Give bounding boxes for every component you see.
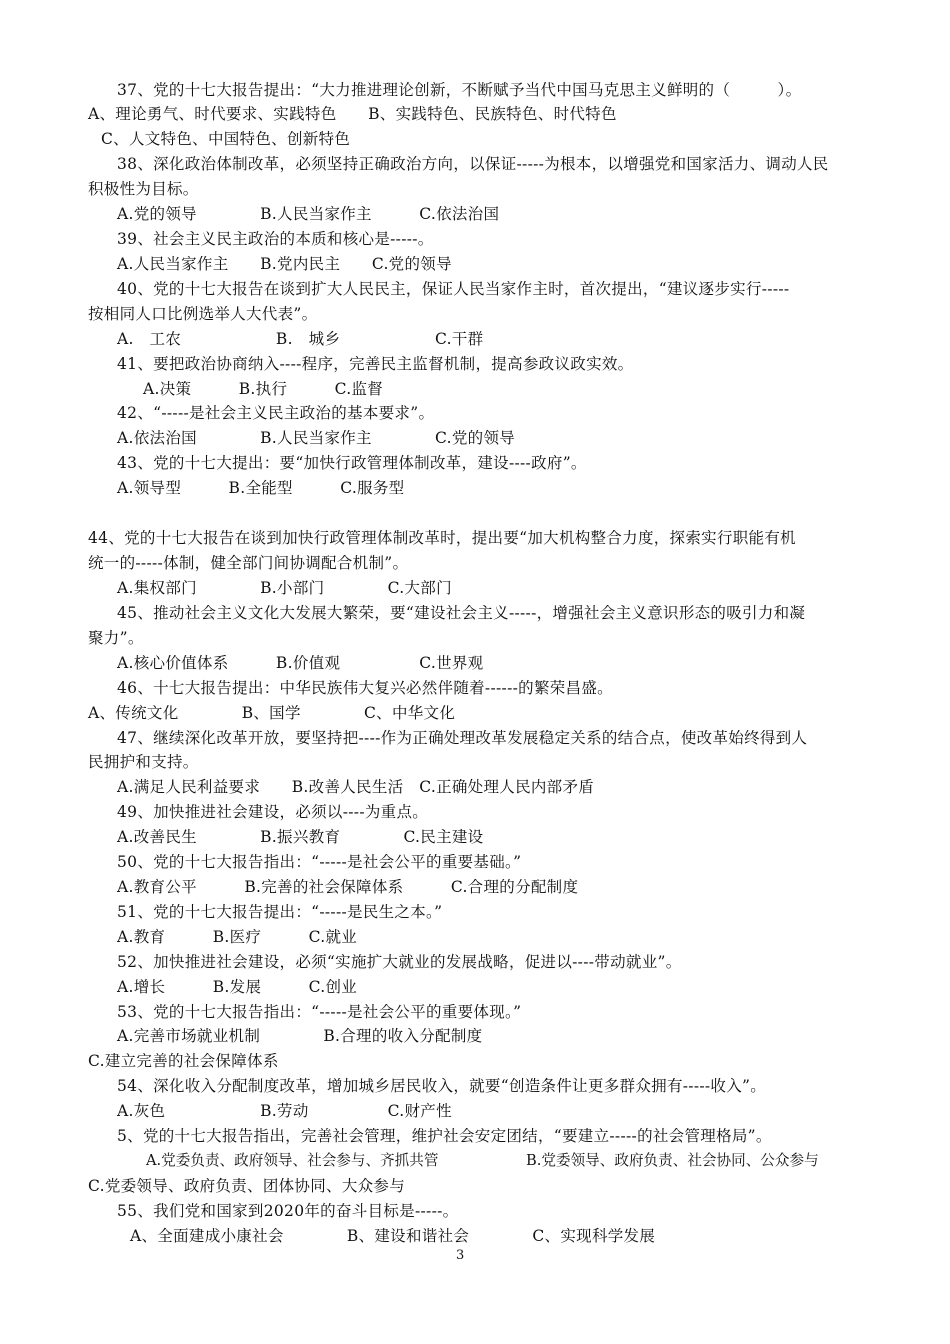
question-37-options-ab: A、理论勇气、时代要求、实践特色 B、实践特色、民族特色、时代特色 xyxy=(88,105,617,123)
question-46-options: A、传统文化 B、国学 C、中华文化 xyxy=(88,704,456,722)
question-42-options: A.依法治国 B.人民当家作主 C.党的领导 xyxy=(117,429,516,447)
question-53-options-ab: A.完善市场就业机制 B.合理的收入分配制度 xyxy=(117,1027,483,1045)
question-5-option-c: C.党委领导、政府负责、团体协同、大众参与 xyxy=(88,1177,406,1195)
question-52-stem: 52、加快推进社会建设，必须“实施扩大就业的发展战略，促进以----带动就业”。 xyxy=(117,953,682,971)
question-42-stem: 42、“-----是社会主义民主政治的基本要求”。 xyxy=(117,404,435,422)
question-39-options: A.人民当家作主 B.党内民主 C.党的领导 xyxy=(117,255,452,273)
question-50-stem: 50、党的十七大报告指出：“-----是社会公平的重要基础。” xyxy=(117,853,522,871)
question-54-stem: 54、深化收入分配制度改革，增加城乡居民收入，就要“创造条件让更多群众拥有-----收入”。 xyxy=(117,1077,767,1095)
question-47-stem-cont: 民拥护和支持。 xyxy=(88,753,199,771)
question-51-options: A.教育 B.医疗 C.就业 xyxy=(117,928,358,946)
question-40-options: A. 工农 B. 城乡 C.干群 xyxy=(117,330,484,348)
question-38-options: A.党的领导 B.人民当家作主 C.依法治国 xyxy=(117,205,500,223)
page-number: 3 xyxy=(456,1248,465,1263)
question-46-stem: 46、十七大报告提出：中华民族伟大复兴必然伴随着------的繁荣昌盛。 xyxy=(117,679,613,697)
question-50-options: A.教育公平 B.完善的社会保障体系 C.合理的分配制度 xyxy=(117,878,579,896)
question-45-stem-cont: 聚力”。 xyxy=(88,629,144,647)
question-41-options: A.决策 B.执行 C.监督 xyxy=(143,380,384,398)
question-38-stem: 38、深化政治体制改革，必须坚持正确政治方向，以保证-----为根本，以增强党和国家活力、调动人民 xyxy=(117,155,829,173)
question-53-stem: 53、党的十七大报告指出：“-----是社会公平的重要体现。” xyxy=(117,1003,522,1021)
question-55-stem: 55、我们党和国家到2020年的奋斗目标是-----。 xyxy=(117,1202,459,1220)
question-55-options: A、全面建成小康社会 B、建设和谐社会 C、实现科学发展 xyxy=(130,1227,656,1245)
question-54-options: A.灰色 B.劳动 C.财产性 xyxy=(117,1102,452,1120)
question-41-stem: 41、要把政治协商纳入----程序，完善民主监督机制，提高参政议政实效。 xyxy=(117,355,634,373)
question-47-stem: 47、继续深化改革开放，要坚持把----作为正确处理改革发展稳定关系的结合点，使改革始终得到人 xyxy=(117,729,808,747)
question-37-stem: 37、党的十七大报告提出：“大力推进理论创新，不断赋予当代中国马克思主义鲜明的（ ）。 xyxy=(117,81,802,99)
question-38-stem-cont: 积极性为目标。 xyxy=(88,180,199,198)
question-49-options: A.改善民生 B.振兴教育 C.民主建设 xyxy=(117,828,484,846)
question-43-options: A.领导型 B.全能型 C.服务型 xyxy=(117,479,405,497)
question-52-options: A.增长 B.发展 C.创业 xyxy=(117,978,358,996)
question-39-stem: 39、社会主义民主政治的本质和核心是-----。 xyxy=(117,230,434,248)
question-47-options: A.满足人民利益要求 B.改善人民生活 C.正确处理人民内部矛盾 xyxy=(117,778,595,796)
question-49-stem: 49、加快推进社会建设，必须以----为重点。 xyxy=(117,803,429,821)
question-5-stem: 5、党的十七大报告指出，完善社会管理，维护社会安定团结，“要建立-----的社会管理格局”。 xyxy=(117,1127,772,1145)
question-43-stem: 43、党的十七大提出：要“加快行政管理体制改革，建设----政府”。 xyxy=(117,454,587,472)
question-44-stem: 44、党的十七大报告在谈到加快行政管理体制改革时，提出要“加大机构整合力度，探索实行职能有机 xyxy=(88,529,796,547)
question-5-options-ab: A.党委负责、政府领导、社会参与、齐抓共管 B.党委领导、政府负责、社会协同、公众参与 xyxy=(146,1152,819,1169)
question-44-options: A.集权部门 B.小部门 C.大部门 xyxy=(117,579,452,597)
question-45-stem: 45、推动社会主义文化大发展大繁荣，要“建设社会主义-----，增强社会主义意识形态的吸引力和凝 xyxy=(117,604,806,622)
question-51-stem: 51、党的十七大报告提出：“-----是民生之本。” xyxy=(117,903,443,921)
question-53-option-c: C.建立完善的社会保障体系 xyxy=(88,1052,279,1070)
question-40-stem-cont: 按相同人口比例选举人大代表”。 xyxy=(88,305,318,323)
question-37-option-c: C、人文特色、中国特色、创新特色 xyxy=(101,130,351,148)
question-44-stem-cont: 统一的-----体制，健全部门间协调配合机制”。 xyxy=(88,554,409,572)
question-45-options: A.核心价值体系 B.价值观 C.世界观 xyxy=(117,654,484,672)
question-40-stem: 40、党的十七大报告在谈到扩大人民民主，保证人民当家作主时，首次提出，“建议逐步实行----- xyxy=(117,280,790,298)
